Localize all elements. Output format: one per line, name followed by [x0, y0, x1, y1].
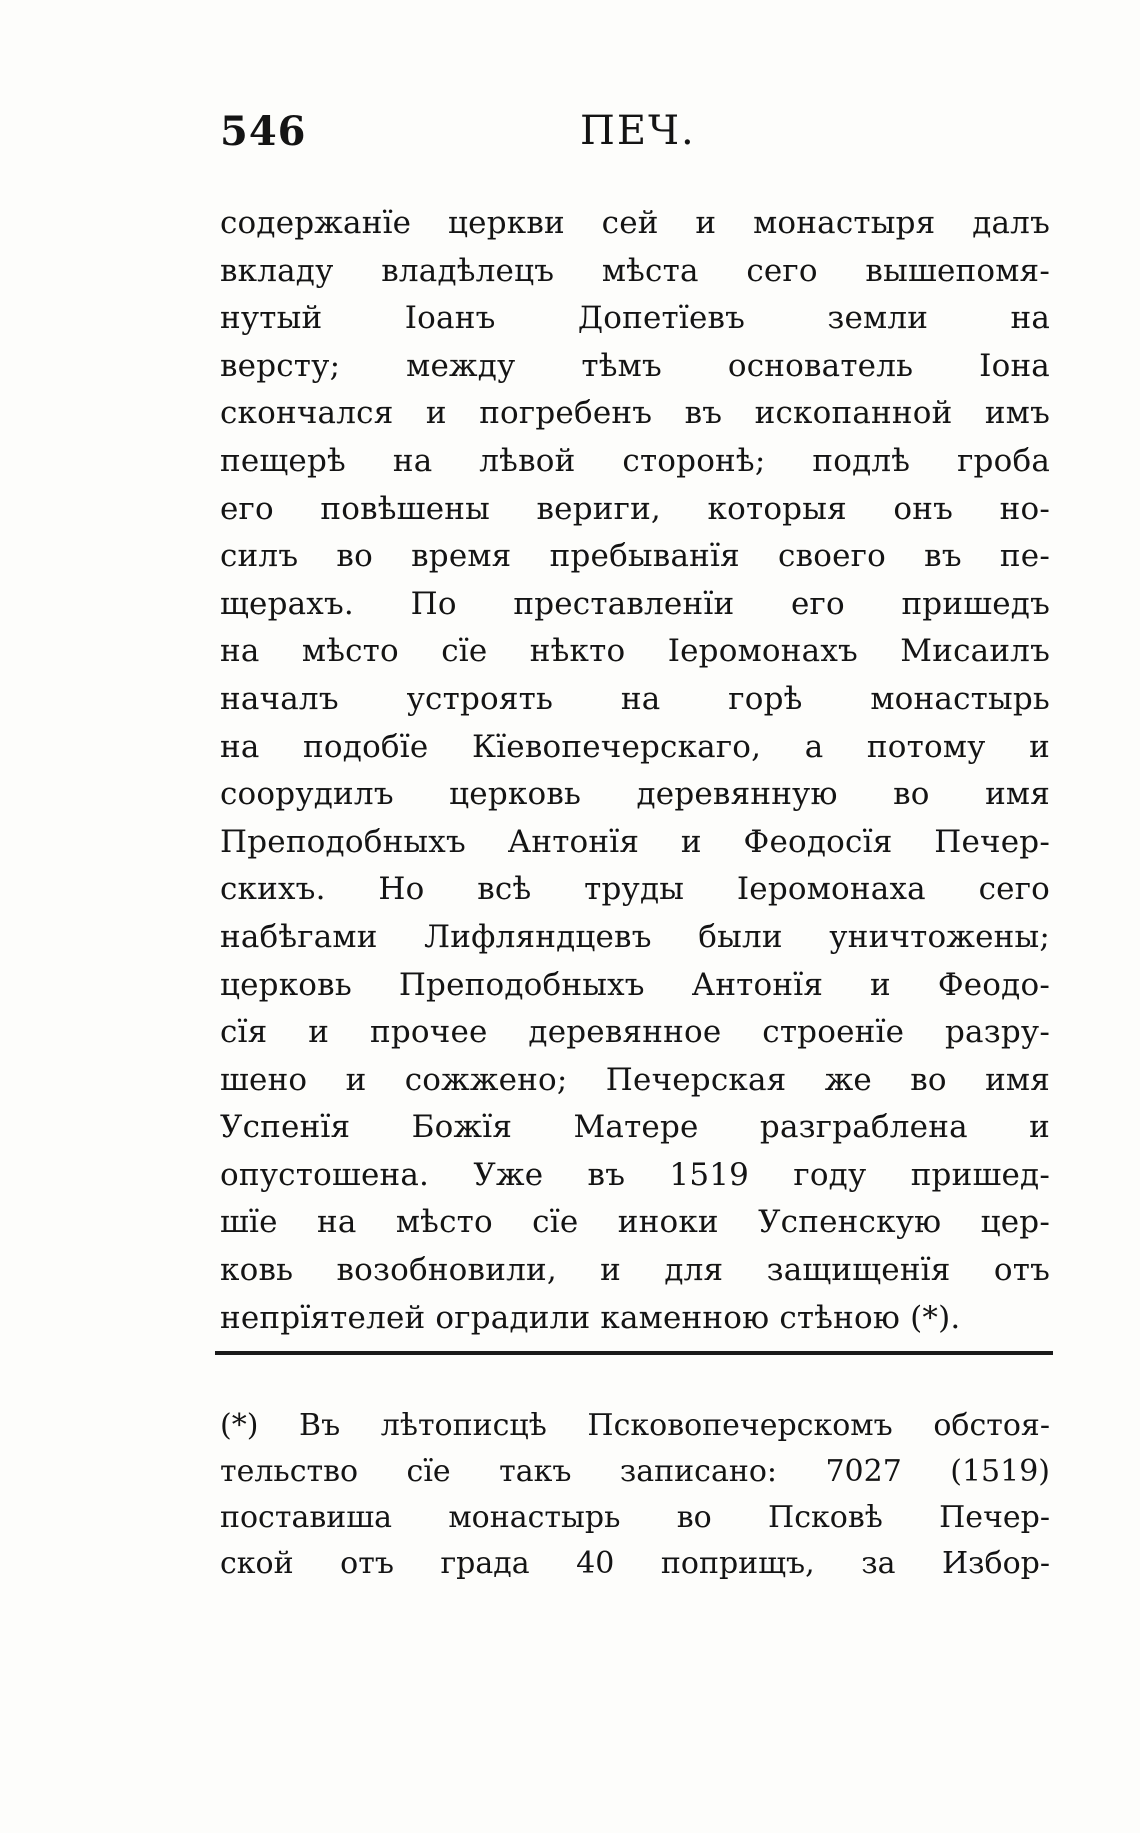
text-line: на подобїе Кїевопечерскаго, а потому и [220, 728, 1050, 765]
text-line: церковь Преподобныхъ Антонїя и Феодо- [220, 966, 1050, 1003]
page-number: 546 [220, 108, 307, 155]
text-line: нутый Іоанъ Допетїевъ земли на [220, 300, 1050, 337]
text-line: Преподобныхъ Антонїя и Феодосїя Печер- [220, 823, 1050, 860]
text-line: ковь возобновили, и для защищенїя отъ [220, 1252, 1050, 1289]
text-line: шїе на мѣсто сїе иноки Успенскую цер- [220, 1204, 1050, 1241]
text-line: на мѣсто сїе нѣкто Іеромонахъ Мисаилъ [220, 633, 1050, 670]
text-line: скихъ. Но всѣ труды Іеромонаха сего [220, 871, 1050, 908]
text-line: его повѣшены вериги, которыя онъ но- [220, 490, 1050, 527]
text-line: соорудилъ церковь деревянную во имя [220, 776, 1050, 813]
main-text [220, 200, 1050, 1342]
text-line: началъ устроять на горѣ монастырь [220, 680, 1050, 717]
text-line: скончался и погребенъ въ ископанной имъ [220, 395, 1050, 432]
footnote [220, 1403, 1050, 1587]
footnote-line: (*) Въ лѣтописцѣ Псковопечерскомъ обстоя- [220, 1408, 1050, 1443]
text-line: опустошена. Уже въ 1519 году пришед- [220, 1156, 1050, 1193]
text-line: вкладу владѣлецъ мѣста сего вышепомя- [220, 252, 1050, 289]
running-head: ПЕЧ. [580, 108, 696, 154]
text-line: набѣгами Лифляндцевъ были уничтожены; [220, 918, 1050, 955]
footnote-line: тельство сїе такъ записано: 7027 (1519) [220, 1454, 1050, 1489]
footnote-rule [215, 1351, 1053, 1355]
text-line: шено и сожжено; Печерская же во имя [220, 1061, 1050, 1098]
text-line: версту; между тѣмъ основатель Іона [220, 347, 1050, 384]
page-header [220, 108, 1050, 168]
text-line: пещерѣ на лѣвой сторонѣ; подлѣ гроба [220, 442, 1050, 479]
text-line: Успенїя Божїя Матере разграблена и [220, 1109, 1050, 1146]
text-line: силъ во время пребыванїя своего въ пе- [220, 538, 1050, 575]
footnote-line: ской отъ града 40 поприщъ, за Избор- [220, 1546, 1050, 1581]
text-line: непрїятелей оградили каменною стѣною (*). [220, 1299, 961, 1336]
text-line: щерахъ. По преставленїи его пришедъ [220, 585, 1050, 622]
text-line: содержанїе церкви сей и монастыря далъ [220, 205, 1050, 241]
text-line: сїя и прочее деревянное строенїе разру- [220, 1014, 1050, 1051]
footnote-line: поставиша монастырь во Псковѣ Печер- [220, 1500, 1050, 1535]
